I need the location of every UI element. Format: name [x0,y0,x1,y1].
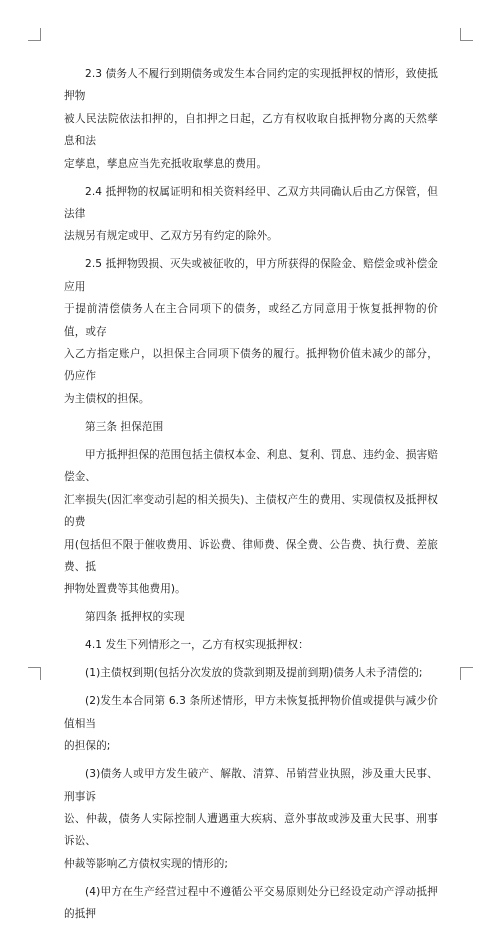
paragraph-4-1: 4.1 发生下列情形之一，乙方有权实现抵押权： [85,639,309,652]
paragraph-guarantee-scope: 甲方抵押担保的范围包括主债权本金、利息、复利、罚息、违约金、损害赔偿金、 汇率损失(因汇率变动引起的相关损失)、主债权产生的费用、实现债权及抵押权的费 用(包括但不限于催收费用、诉讼费、律师费、保全费、公告费、执行费、差旅费、抵 押物处置费等其他费用)。 [64,448,438,596]
paragraph-2-3: 2.3 债务人不履行到期债务或发生本合同约定的实现抵押权的情形，致使抵押物 被人民法院依法扣押的，自扣押之日起，乙方有权收取自抵押物分离的天然孳息和法 定孳息，孳息应当先充抵收取孳息的费用。 [64,68,438,170]
section-heading-article-4: 第四条 抵押权的实现 [85,611,185,624]
paragraph-2-4: 2.4 抵押物的权属证明和相关资料经甲、乙双方共同确认后由乙方保管，但法律 法规另有规定或甲、乙双方另有约定的除外。 [64,185,438,243]
paragraph-2-5: 2.5 抵押物毁损、灭失或被征收的，甲方所获得的保险金、赔偿金或补偿金应用 于提前清偿债务人在主合同项下的债务，或经乙方同意用于恢复抵押物的价值，或存 入乙方指定账户，以担保主合同项下债务的履行。抵押物价值未减少的部分，仍应作 为主债权的担保。 [64,258,438,405]
crop-mark-bottom-left [28,667,41,680]
crop-mark-top-left [28,28,41,41]
section-heading-article-3: 第三条 担保范围 [85,420,164,433]
list-item-4: (4)甲方在生产经营过程中不遵循公平交易原则处分已经设定动产浮动抵押的抵押 [64,885,438,921]
list-item-3: (3)债务人或甲方发生破产、解散、清算、吊销营业执照，涉及重大民事、刑事诉 讼、仲裁，债务人实际控制人遭遇重大疾病、意外事故或涉及重大民事、刑事诉讼、 仲裁等影响乙方债权实现的情形的; [64,768,438,870]
crop-mark-top-right [460,28,473,41]
list-item-2: (2)发生本合同第 6.3 条所述情形，甲方未恢复抵押物价值或提供与减少价值相当 的担保的; [64,695,438,753]
list-item-1: (1)主债权到期(包括分次发放的贷款到期及提前到期)债务人未予清偿的; [85,667,423,680]
document-body [64,63,438,931]
crop-mark-bottom-right [460,667,473,680]
